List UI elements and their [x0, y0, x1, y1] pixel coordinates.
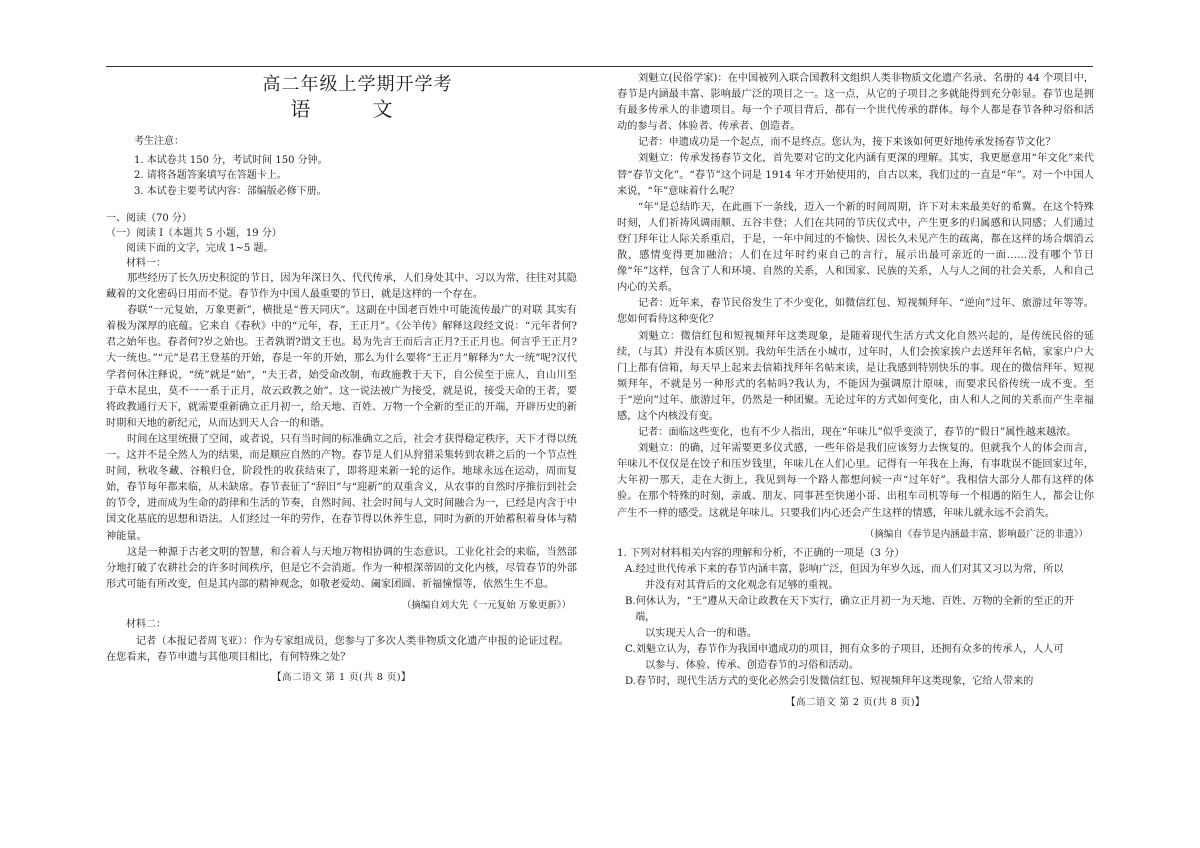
- passage-paragraph: 春联“一元复始，万象更新”，横批是“普天同庆”。这副在中国老百姓中可能流传最广的对联 其实有着极为深厚的底蕴。它来自《春秋》中的“元年，春，王正月”。《公羊传》解释这段经文说：“元年者何?君之始年也。春者何?岁之始也。王者孰谓?谓文王也。曷为先言王而后言正月?王正月也。何言乎王正月?大一统也。”“元”是君王登基的开始，春是一年的开始，那么为什么要将“王正月”解释为“大一统”呢?汉代学者何休注释说，“统”就是“始”，“夫王者，始受命改制，布政施教于天下，自公侯至于庶人，自山川至于草木昆虫，莫不一一系于正月，故云政教之始”。这一说法被广为接受，就是说，接受天命的王者，要将政教通行天下，就需要重新确立正月初一，给天地、百姓、万物一个全新的至正的开端，开辟历史的新时期和天地的新纪元，从而达到天人合一的和谐。: [106, 305, 577, 429]
- answer-option-a: [617, 562, 1094, 594]
- notice-item: 3. 本试卷主要考试内容：部编版必修下册。: [134, 185, 327, 197]
- source-citation: （摘编自刘大先《一元复始 万象更新》）: [401, 599, 571, 611]
- section-part: 一、阅读（70 分）: [106, 213, 192, 224]
- page-2: [617, 71, 1094, 711]
- material-one-label: 材料一：: [126, 258, 166, 269]
- passage-paragraph: 记者：面临这些变化，也有不少人指出，现在“年味儿”似乎变淡了，春节的“假日”属性越来越浓。: [638, 427, 1077, 439]
- question-stem: 1. 下列对材料相关内容的理解和分析，不正确的一项是（3 分）: [617, 547, 905, 559]
- passage-paragraph: “年”是总结昨天，在此画下一条线，迈入一个新的时间周期，许下对未来最美好的希冀。在这个特殊时刻，人们祈祷风调雨顺、五谷丰登；人们在共同的节庆仪式中，产生更多的归属感和认同感；人们通过登门拜年让人际关系重启，于是，一年中间过的不愉快、因长久未见产生的疏离，都在这样的场合烟消云散，感情变得更加融洽；人们在过年时约束自己的言行，展示出最可亲近的一面……没有哪个节日像“年”这样，包含了人和环境、自然的关系，人和国家、民族的关系，人与人之间的社会关系，人和自己内心的关系。: [617, 201, 1094, 294]
- interview-question-cont: 在您看来，春节申遗与其他项目相比，有何特殊之处？: [106, 652, 351, 664]
- answer-option-d: [617, 674, 1094, 690]
- passage-paragraph: 时间在这里统摄了空间，或者说，只有当时间的标准确立之后，社会才获得稳定秩序，天下才得以统一。这并不是全然人为的结果，而是顺应自然的产物。春节是人们从狩猎采集转到农耕之后的一个节点性时间，秋收冬藏、谷粮归仓，阶段性的收获结束了，即将迎来新一轮的运作。地球永远在运动，周而复始，春节每年都来临，从未缺席。春节表征了“辞旧”与“迎新”的双重含义，从农事的自然时序推衍到社会的节令，进而成为生命的韵律和生活的节奏，自然时间、社会时间与人文时间融合为一，已经是内含于中国文化基底的思想和语法。人们经过一年的劳作，在春节得以休养生息，同时为新的开始蓄积着身体与精神能量。: [106, 433, 577, 542]
- option-text-cont: 以实现天人合一的和谐。: [645, 628, 758, 640]
- page-1: [106, 74, 577, 686]
- option-text-cont: 以参与、体验、传承、创造春节的习俗和活动。: [645, 660, 859, 672]
- interview-question: 记者（本报记者周飞亚）：作为专家组成员，您参与了多次人类非物质文化遗产申报的论证过程。: [136, 635, 569, 647]
- section-instruction: 阅读下面的文字，完成 1~5 题。: [126, 243, 274, 254]
- option-text: 经过世代传承下来的春节内涵丰富，影响广泛，但因为年岁久远，而人们对其又习以为常，所以: [635, 563, 1064, 575]
- passage-paragraph: 刘魁立：传承发扬春节文化，首先要对它的文化内涵有更深的理解。其实，我更愿意用“年文化”来代替“春节文化”。“春节”这个词是 1914 年才开始使用的，自古以来，我们过的一直是“年”。对一个中国人来说，“年”意味着什么呢？: [617, 153, 1094, 197]
- top-rule: [106, 66, 1093, 67]
- option-label: D.: [625, 676, 637, 688]
- source-citation: （摘编自《春节是内涵最丰富、影响最广泛的非遗》）: [864, 528, 1088, 540]
- answer-option-b: [617, 594, 1094, 642]
- subject-title: 语 文: [290, 97, 421, 121]
- option-label: B.: [625, 596, 636, 607]
- section-sub: （一）阅读 I（本题共 5 小题，19 分）: [106, 228, 282, 239]
- exam-title: 高二年级上学期开学考: [262, 74, 453, 95]
- option-text: 何休认为，“王”遵从天命让政教在天下实行，确立正月初一为天地、百姓、万物的全新的至正的开端，: [635, 596, 1075, 624]
- passage-paragraph: 刘魁立：的确，过年需要更多仪式感，一些年俗是我们应该努力去恢复的。但就我个人的体会而言，年味儿不仅仅是在饺子和压岁钱里，年味儿在人们心里。记得有一年我在上海，有事耽误不能回家过年，大年初一那天，走在大街上，我见到每一个路人都想问候一声“过年好”。我相信大部分人都有这样的体验。在那个特殊的时刻，亲戚、朋友、同事甚至快递小哥、出租车司机等每一个相遇的陌生人，都会让你产生不一样的感受。这就是年味儿。只要我们内心还会产生这样的情感，年味儿就永远不会消失。: [617, 443, 1094, 519]
- notice-item: 1. 本试卷共 150 分，考试时间 150 分钟。: [134, 154, 328, 166]
- passage-paragraph: 这是一种源于古老文明的智慧，和合着人与天地万物相协调的生态意识。工业化社会的来临，当然部分地打破了农耕社会的许多时间秩序，但是它不会消逝。作为一种根深蒂固的文化内核，尽管春节的外部形式可能有所改变，但是其内部的精神观念，如敬老爱幼、阖家团圆、祈福憧憬等，依然生生不息。: [106, 546, 577, 590]
- passage-paragraph: 记者：申遗成功是一个起点，而不是终点。您认为，接下来该如何更好地传承发扬春节文化？: [638, 137, 1056, 149]
- exam-notice: [106, 134, 577, 199]
- passage-paragraph: 刘魁立(民俗学家)：在中国被列入联合国教科文组织人类非物质文化遗产名录、名册的 44 个项目中，春节是内涵最丰富、影响最广泛的项目之一。这一点，从它的子项目之多就能得到充分彰显。春节也是拥有最多传承人的非遗项目。每一个子项目背后，都有一个世代传承的群体。每个人都是春节各种习俗和活动的参与者、体验者、传承者、创造者。: [617, 73, 1094, 133]
- page-footer: 【高二语文 第 2 页(共 8 页)】: [785, 696, 926, 708]
- notice-heading: 考生注意：: [134, 136, 184, 147]
- passage-paragraph: 记者：近年来，春节民俗发生了不少变化，如微信红包、短视频拜年、“逆向”过年、旅游过年等等。您如何看待这种变化？: [617, 298, 1094, 326]
- option-text: 刘魁立认为，春节作为我国申遗成功的项目，拥有众多的子项目，还拥有众多的传承人，人人可: [635, 644, 1064, 656]
- option-label: C.: [625, 644, 636, 656]
- passage-paragraph: 刘魁立：微信红包和短视频拜年这类现象，是随着现代生活方式文化自然兴起的，是传统民俗的延续，（与其）并没有本质区别。我幼年生活在小城市，过年时，人们会挨家挨户去送拜年名帖，家家户户大门上都有信箱，每天早上起来去信箱找拜年名帖来读，是让我感到特别快乐的事。现在的微信拜年、短视频拜年，不就是另一种形式的名帖吗?我认为，不能因为强调原汁原味，而要求民俗传统一成不变。至于“逆向”过年、旅游过年，仍然是一种团聚。无论过年的方式如何变化，由人和人之间的关系而产生幸福感，这个内核没有变。: [617, 330, 1094, 422]
- notice-item: 2. 请将各题答案填写在答题卡上。: [134, 170, 287, 181]
- option-label: A.: [625, 563, 636, 575]
- passage-paragraph: 那些经历了长久历史积淀的节日，因为年深日久、代代传承，人们身处其中、习以为常，往往对其隐藏着的文化密码日用而不觉。春节作为中国人最重要的节日，就是这样的一个存在。: [106, 273, 577, 301]
- material-two-label: 材料二：: [126, 618, 166, 630]
- page-footer: 【高二语文 第 1 页(共 8 页)】: [271, 672, 412, 684]
- option-text-cont: 并没有对其背后的文化观念有足够的重视。: [645, 579, 839, 591]
- answer-option-c: [617, 642, 1094, 674]
- option-text: 春节时，现代生活方式的变化必然会引发微信红包、短视频拜年这类现象，它给人带来的: [636, 676, 1034, 688]
